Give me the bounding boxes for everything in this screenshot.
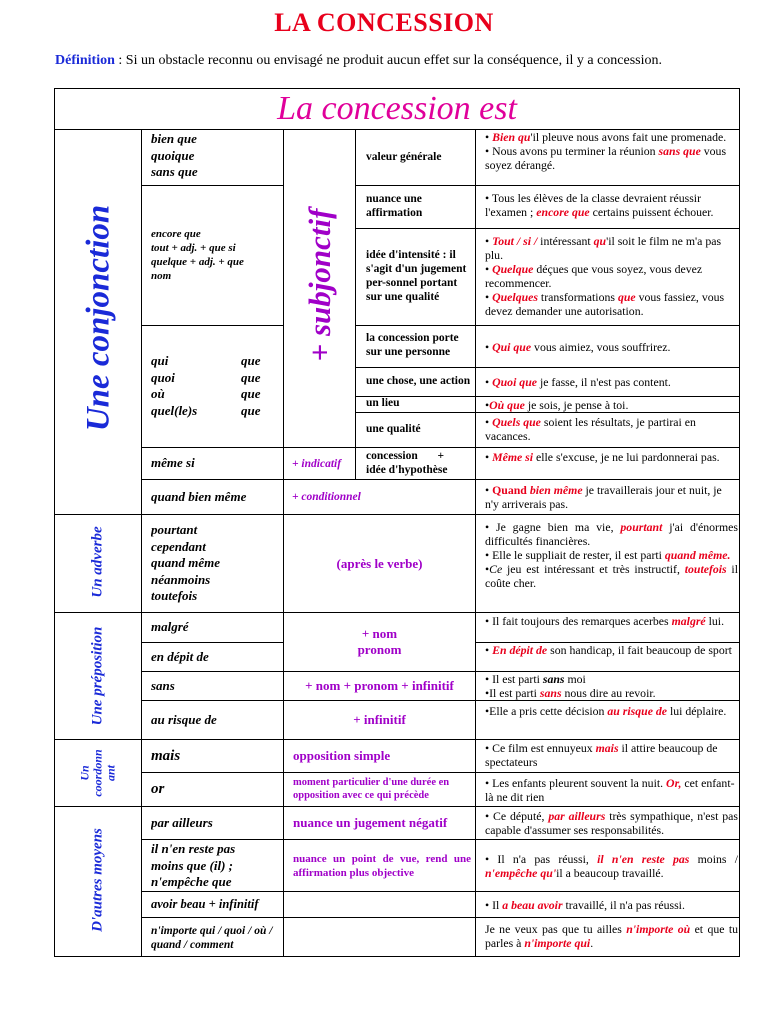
example bbox=[485, 234, 738, 262]
example bbox=[485, 144, 738, 172]
example-fragment: déçues que vous soyez, vous devez recommencer. bbox=[485, 262, 703, 290]
conj-item: quelque + adj. + que bbox=[151, 256, 244, 268]
rule-risque: + infinitif bbox=[353, 712, 406, 727]
example-fragment: • Je gagne bien ma vie, bbox=[485, 520, 621, 534]
example bbox=[485, 290, 738, 318]
example-fragment: et que tu parles à bbox=[485, 922, 738, 950]
conj-item: quel(le)s bbox=[151, 402, 198, 418]
table-banner: La concession est bbox=[277, 90, 517, 127]
example-fragment: •Il est parti bbox=[485, 686, 540, 700]
example-fragment: a beau avoir bbox=[502, 897, 563, 912]
example bbox=[485, 450, 738, 464]
example-fragment: • Il est parti bbox=[485, 672, 543, 686]
example-fragment: En dépit de bbox=[492, 643, 548, 657]
example-fragment: • bbox=[485, 415, 493, 429]
example-cell bbox=[485, 130, 738, 172]
example-fragment: au risque de bbox=[607, 704, 668, 718]
example-fragment: jeu est intéressant et très instructif, bbox=[502, 562, 685, 576]
example bbox=[485, 809, 738, 837]
example-fragment: 'il pleuve nous avons fait une promenade. bbox=[530, 130, 727, 144]
adverbe-item: toutefois bbox=[151, 588, 198, 603]
example-fragment: lui déplaire. bbox=[667, 704, 727, 718]
example-cell bbox=[485, 672, 738, 700]
example-fragment: moi bbox=[564, 672, 586, 686]
grid-line bbox=[141, 185, 283, 186]
example-cell bbox=[485, 368, 738, 396]
conj-item: sans que bbox=[151, 164, 198, 179]
example bbox=[485, 672, 738, 686]
example-cell bbox=[485, 234, 738, 318]
example-fragment: • bbox=[485, 130, 493, 144]
example-fragment: toutefois bbox=[684, 562, 727, 576]
conj-meme-si: même si bbox=[151, 455, 195, 471]
rule-indicatif: + indicatif bbox=[292, 457, 342, 470]
example-fragment: il n'en reste pas bbox=[597, 851, 690, 866]
coord-line-2: coordonn bbox=[90, 749, 105, 797]
example-fragment: il attire beaucoup de spectateurs bbox=[485, 741, 718, 769]
example-fragment: • Ce film est ennuyeux bbox=[485, 741, 596, 755]
example bbox=[485, 191, 738, 219]
category-autres: D'autres moyens bbox=[89, 828, 106, 932]
rule-nom-pronom bbox=[284, 613, 475, 671]
example-cell bbox=[485, 397, 738, 412]
example-cell bbox=[485, 643, 738, 657]
example-fragment: • Tous les élèves de la classe devraient réussir l'examen ; bbox=[485, 191, 702, 219]
example-fragment: nous dire au revoir. bbox=[561, 686, 656, 700]
rule-apres-verbe: (après le verbe) bbox=[336, 555, 423, 571]
example-fragment: Quelque bbox=[492, 262, 534, 276]
example bbox=[485, 398, 628, 412]
conj-item: encore que bbox=[151, 228, 201, 240]
example-fragment: moins / bbox=[689, 851, 738, 866]
example bbox=[485, 922, 738, 950]
example-fragment: son handicap, il fait beaucoup de sport bbox=[547, 643, 732, 657]
example-fragment: quand même. bbox=[664, 548, 731, 562]
prep-malgre: malgré bbox=[151, 619, 189, 635]
coord-line-1: Un bbox=[77, 765, 92, 781]
example-cell bbox=[485, 809, 738, 837]
nuance-qualite: une qualité bbox=[366, 423, 421, 436]
example-fragment: encore que bbox=[536, 205, 590, 219]
example-fragment: Tout / si / bbox=[492, 234, 538, 248]
example-fragment: pourtant bbox=[620, 520, 663, 534]
conj-item: que bbox=[241, 369, 261, 385]
example-cell bbox=[485, 741, 738, 769]
example-cell bbox=[485, 704, 738, 718]
definition-text: : Si un obstacle reconnu ou envisagé ne produit aucun effet sur la conséquence, il y a concession. bbox=[114, 53, 663, 68]
conj-item: nom bbox=[151, 270, 172, 282]
example-fragment: 'il soit le film ne m'a pas plu. bbox=[485, 234, 722, 262]
example-fragment: • bbox=[485, 262, 493, 276]
example bbox=[485, 704, 738, 718]
coord-line-3: ant bbox=[103, 765, 118, 782]
example bbox=[485, 643, 738, 657]
example-fragment: je travaillerais jour et nuit, je n'y arriverais pas. bbox=[485, 483, 722, 511]
adverbe-item: cependant bbox=[151, 538, 206, 554]
example-fragment: je sois, je pense à toi. bbox=[524, 397, 629, 412]
example-fragment: cet enfant-là ne dit rien bbox=[485, 776, 735, 804]
nuance-hypothese-line: concession + bbox=[366, 450, 444, 462]
example-fragment: il coûte cher. bbox=[485, 562, 738, 590]
example-fragment: • bbox=[485, 397, 490, 412]
example-fragment: travaillé, il n'a pas réussi. bbox=[562, 897, 685, 912]
nuance-hypothese bbox=[366, 450, 472, 478]
autres-reste bbox=[151, 841, 281, 891]
example-fragment: • bbox=[485, 234, 493, 248]
example-fragment: • bbox=[485, 375, 493, 389]
example-fragment: bien même bbox=[529, 483, 583, 497]
example-fragment: • Les enfants pleurent souvent la nuit. bbox=[485, 776, 667, 790]
autres-reste-line: il n'en reste pas bbox=[151, 841, 236, 856]
example-fragment: vous soyez dérangé. bbox=[485, 144, 727, 172]
rule-ailleurs: nuance un jugement négatif bbox=[293, 815, 448, 830]
example-fragment: • Ce député, bbox=[485, 809, 549, 823]
example-fragment: Quand bbox=[492, 483, 527, 497]
nuance-intensite: idée d'intensité : il s'agit d'un jugement per-sonnel portant sur une qualité bbox=[366, 249, 467, 303]
example-fragment: sans que bbox=[658, 144, 701, 158]
category-coordonnant bbox=[79, 749, 118, 796]
example-fragment: • Elle le suppliait de rester, il est parti bbox=[485, 548, 665, 562]
example-fragment: qu bbox=[593, 234, 607, 248]
conj-item: quoi bbox=[151, 369, 175, 385]
rule-conditionnel: + conditionnel bbox=[292, 491, 361, 503]
page-title: LA CONCESSION bbox=[274, 8, 494, 37]
autres-beau: avoir beau + infinitif bbox=[151, 897, 259, 912]
example-fragment: Qui que bbox=[492, 339, 532, 354]
conj-item: que bbox=[241, 386, 261, 401]
rule-pronom: pronom bbox=[357, 642, 402, 657]
autres-ailleurs: par ailleurs bbox=[151, 814, 213, 830]
definition-label: Définition bbox=[55, 53, 115, 68]
example bbox=[485, 340, 670, 354]
example-fragment: Quels que bbox=[492, 415, 541, 429]
category-subjonctif: + subjonctif bbox=[302, 208, 337, 362]
example-fragment: sans bbox=[542, 672, 565, 686]
adverbe-item: quand même bbox=[151, 555, 220, 570]
example-fragment: certains puissent échouer. bbox=[589, 205, 714, 219]
nuance-chose: une chose, une action bbox=[366, 375, 471, 388]
grid-line bbox=[141, 325, 283, 326]
example bbox=[485, 852, 738, 880]
category-preposition: Une préposition bbox=[89, 626, 106, 726]
example-fragment: Où que bbox=[489, 397, 525, 412]
example-fragment: Quoi que bbox=[492, 375, 537, 389]
example bbox=[485, 614, 738, 628]
example-fragment: Je ne veux pas que tu ailles bbox=[485, 922, 627, 936]
conj-group-3 bbox=[151, 353, 281, 419]
conj-item: que bbox=[241, 353, 261, 368]
nuance-affirmation: nuance une affirmation bbox=[366, 193, 423, 219]
prep-sans: sans bbox=[151, 677, 175, 693]
example-fragment: • Nous avons pu terminer la réunion bbox=[485, 144, 659, 158]
prep-risque: au risque de bbox=[151, 711, 217, 727]
conj-quand-bien: quand bien même bbox=[151, 488, 247, 504]
example-cell bbox=[485, 520, 738, 590]
example-fragment: il a beaucoup travaillé. bbox=[556, 865, 664, 880]
example bbox=[485, 262, 738, 290]
conj-item: que bbox=[241, 402, 261, 418]
conj-group-2 bbox=[151, 227, 281, 283]
autres-importe: n'importe qui / quoi / où / quand / comment bbox=[151, 924, 273, 951]
example-cell bbox=[485, 415, 738, 443]
example-cell bbox=[485, 450, 738, 464]
conj-group-1 bbox=[151, 131, 281, 181]
adverbe-item: pourtant bbox=[151, 522, 198, 537]
example-fragment: je fasse, il n'est pas content. bbox=[537, 375, 671, 389]
adverbe-item: néanmoins bbox=[151, 571, 211, 587]
rule-sans: + nom + pronom + infinitif bbox=[305, 678, 454, 693]
example-fragment: sans bbox=[539, 686, 562, 700]
example-fragment: • Il bbox=[485, 897, 503, 912]
example bbox=[485, 562, 738, 590]
grid-line bbox=[475, 129, 476, 957]
example bbox=[485, 741, 738, 769]
example-fragment: Bien qu bbox=[492, 130, 531, 144]
example-fragment: • Il n'a pas réussi, bbox=[485, 851, 598, 866]
example bbox=[485, 415, 738, 443]
nuance-hypothese-line: idée d'hypothèse bbox=[366, 463, 448, 476]
example-fragment: • Il fait toujours des remarques acerbes bbox=[485, 614, 672, 628]
example-fragment: n'importe qui bbox=[524, 936, 591, 950]
example-fragment: Quelques bbox=[492, 290, 538, 304]
example-fragment: malgré bbox=[671, 614, 706, 628]
rule-reste: nuance un point de vue, rend une affirmation plus objective bbox=[293, 852, 471, 879]
example-fragment: • bbox=[485, 483, 493, 497]
autres-reste-line: n'empêche que bbox=[151, 874, 232, 889]
example-fragment: n'empêche qu' bbox=[485, 865, 557, 880]
coord-mais: mais bbox=[151, 747, 181, 764]
example-fragment: Ce bbox=[489, 562, 503, 576]
example-fragment: intéressant bbox=[537, 234, 594, 248]
example-fragment: Or, bbox=[666, 776, 682, 790]
example-fragment: très sympathique, n'est pas capable d'assumer ses responsabilités. bbox=[485, 809, 738, 837]
example-cell bbox=[485, 892, 738, 917]
example-cell bbox=[485, 483, 738, 511]
example-fragment: n'importe où bbox=[626, 922, 691, 936]
grid-line bbox=[355, 129, 356, 479]
example bbox=[485, 898, 685, 912]
rule-or: moment particulier d'une durée en opposition avec ce qui précède bbox=[293, 777, 450, 801]
example-fragment: • bbox=[485, 339, 493, 354]
example bbox=[485, 520, 738, 548]
example-fragment: • bbox=[485, 290, 493, 304]
example bbox=[485, 130, 738, 144]
adverbe-list bbox=[151, 522, 281, 605]
conj-item: qui bbox=[151, 353, 169, 368]
example-fragment: par ailleurs bbox=[548, 809, 606, 823]
example-cell bbox=[485, 191, 738, 219]
example-fragment: vous aimiez, vous souffrirez. bbox=[531, 339, 671, 354]
example-fragment: transformations bbox=[537, 290, 618, 304]
example-cell bbox=[485, 776, 738, 804]
nuance-personne: la concession porte sur une personne bbox=[366, 332, 459, 358]
example bbox=[485, 375, 671, 389]
conj-item: où bbox=[151, 386, 165, 401]
example-fragment: . bbox=[590, 936, 594, 950]
nuance-valeur: valeur générale bbox=[366, 150, 442, 163]
autres-reste-line: moins que (il) ; bbox=[151, 857, 233, 873]
example-fragment: mais bbox=[595, 741, 619, 755]
example-fragment: j'ai d'énormes difficultés financières. bbox=[485, 520, 738, 548]
example-fragment: soient les résultats, je partirai en vacances. bbox=[485, 415, 696, 443]
example bbox=[485, 483, 738, 511]
example-cell bbox=[485, 614, 738, 628]
example-cell bbox=[485, 326, 738, 367]
example-cell bbox=[485, 922, 738, 950]
example-fragment: elle s'excuse, je ne lui pardonnerai pas. bbox=[533, 450, 720, 464]
example-fragment: vous fassiez, vous devez demander une autorisation. bbox=[485, 290, 725, 318]
example bbox=[485, 548, 738, 562]
example-fragment: • bbox=[485, 643, 493, 657]
coord-or: or bbox=[151, 781, 165, 798]
example-fragment: lui. bbox=[705, 614, 725, 628]
example-cell bbox=[485, 840, 738, 891]
example-fragment: Même si bbox=[492, 450, 534, 464]
example-fragment: • bbox=[485, 562, 490, 576]
grid-line bbox=[141, 129, 142, 957]
conj-item: tout + adj. + que si bbox=[151, 242, 236, 254]
prep-depit: en dépit de bbox=[151, 648, 209, 664]
conj-item: bien que bbox=[151, 131, 197, 146]
category-conjonction: Une conjonction bbox=[80, 204, 117, 432]
example bbox=[485, 776, 738, 804]
rule-opposition: opposition simple bbox=[293, 748, 391, 763]
conj-item: quoique bbox=[151, 147, 195, 163]
rule-nom: + nom bbox=[361, 626, 398, 641]
nuance-lieu: un lieu bbox=[366, 397, 400, 410]
example bbox=[485, 686, 738, 700]
category-adverbe: Un adverbe bbox=[89, 526, 106, 598]
example-fragment: • bbox=[485, 450, 493, 464]
example-fragment: que bbox=[617, 290, 636, 304]
example-fragment: •Elle a pris cette décision bbox=[485, 704, 608, 718]
definition bbox=[55, 53, 755, 69]
